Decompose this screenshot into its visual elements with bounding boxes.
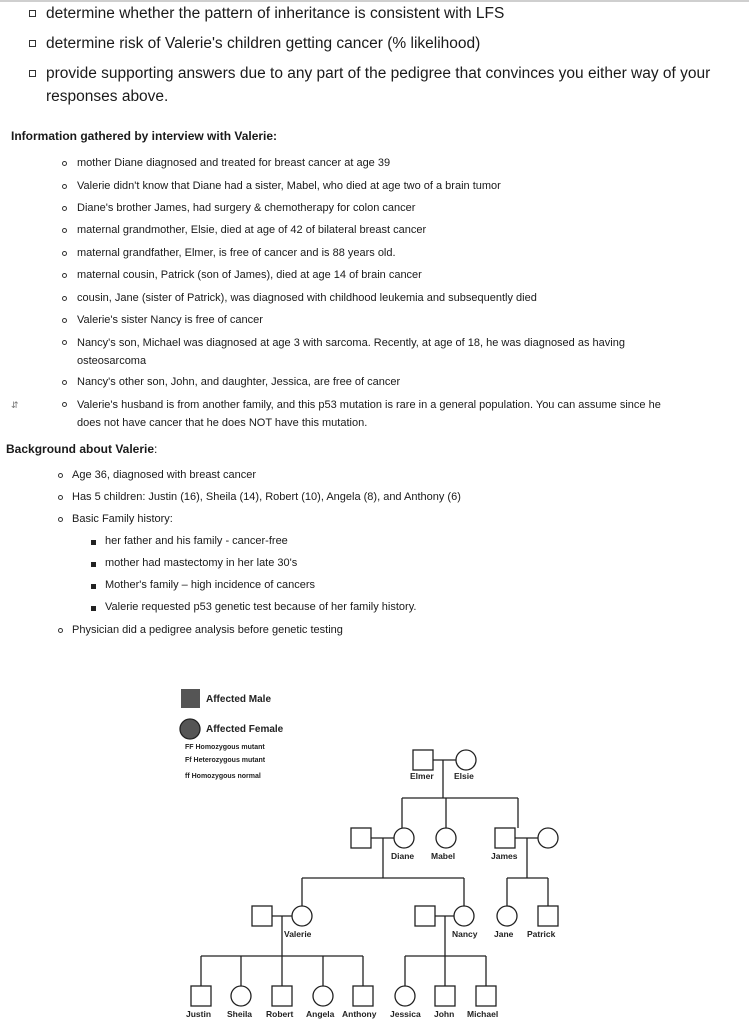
list-item: Has 5 children: Justin (16), Sheila (14), Robert (10), Angela (8), and Anthony (6) xyxy=(72,491,461,503)
name-robert: Robert xyxy=(266,1009,294,1019)
jessica-female-symbol xyxy=(395,986,415,1006)
name-diane: Diane xyxy=(391,851,415,861)
name-jane: Jane xyxy=(494,929,514,939)
affected-female-icon xyxy=(180,719,200,739)
list-item: maternal grandfather, Elmer, is free of cancer and is 88 years old. xyxy=(77,247,396,259)
robert-male-symbol xyxy=(272,986,292,1006)
legend-homozygous-mutant: FF Homozygous mutant xyxy=(185,744,265,751)
list-item: Valerie's sister Nancy is free of cancer xyxy=(77,314,263,326)
name-justin: Justin xyxy=(186,1009,212,1019)
name-jessica: Jessica xyxy=(390,1009,421,1019)
name-valerie: Valerie xyxy=(284,929,312,939)
list-item: Nancy's son, Michael was diagnosed at age 3 with sarcoma. Recently, at age of 18, he was diagnosed as having osteosarcoma xyxy=(77,337,625,367)
diane-female-symbol xyxy=(394,828,414,848)
list-item: cousin, Jane (sister of Patrick), was diagnosed with childhood leukemia and subsequently died xyxy=(77,292,537,304)
list-item: Valerie's husband is from another family, and this p53 mutation is rare in a general population. You can assume since he does not have cancer that he does NOT have this mutation. xyxy=(77,399,661,429)
james-spouse-female-symbol xyxy=(538,828,558,848)
list-item: Diane's brother James, had surgery & chemotherapy for colon cancer xyxy=(77,202,416,214)
pedigree-lines xyxy=(201,760,548,986)
pedigree-legend xyxy=(180,689,284,780)
name-james: James xyxy=(491,851,518,861)
name-michael: Michael xyxy=(467,1009,499,1019)
list-item: Mother's family – high incidence of cancers xyxy=(105,579,315,591)
affected-male-icon xyxy=(181,689,200,708)
elmer-male-symbol xyxy=(413,750,433,770)
angela-female-symbol xyxy=(313,986,333,1006)
name-mabel: Mabel xyxy=(431,851,456,861)
drag-handle-icon[interactable]: ⇵ xyxy=(11,400,19,410)
list-item: mother had mastectomy in her late 30's xyxy=(105,557,298,569)
diane-spouse-male-symbol xyxy=(351,828,371,848)
anthony-male-symbol xyxy=(353,986,373,1006)
nancy-female-symbol xyxy=(454,906,474,926)
legend-affected-male: Affected Male xyxy=(206,694,272,705)
valerie-husband-male-symbol xyxy=(252,906,272,926)
list-item: mother Diane diagnosed and treated for breast cancer at age 39 xyxy=(77,157,391,169)
james-male-symbol xyxy=(495,828,515,848)
name-anthony: Anthony xyxy=(342,1009,377,1019)
list-item: Age 36, diagnosed with breast cancer xyxy=(72,469,257,481)
john-male-symbol xyxy=(435,986,455,1006)
legend-homozygous-normal: ff Homozygous normal xyxy=(185,773,261,780)
michael-male-symbol xyxy=(476,986,496,1006)
justin-male-symbol xyxy=(191,986,211,1006)
list-item: maternal grandmother, Elsie, died at age of 42 of bilateral breast cancer xyxy=(77,224,427,236)
task-item: determine risk of Valerie's children getting cancer (% likelihood) xyxy=(29,32,744,55)
list-item: Basic Family history: xyxy=(72,513,173,525)
list-item: Physician did a pedigree analysis before genetic testing xyxy=(72,624,343,636)
name-nancy: Nancy xyxy=(452,929,478,939)
mabel-female-symbol xyxy=(436,828,456,848)
name-elmer: Elmer xyxy=(410,771,434,781)
list-item: Nancy's other son, John, and daughter, Jessica, are free of cancer xyxy=(77,376,401,388)
name-patrick: Patrick xyxy=(527,929,556,939)
list-item: her father and his family - cancer-free xyxy=(105,535,288,547)
list-item: maternal cousin, Patrick (son of James), died at age 14 of brain cancer xyxy=(77,269,422,281)
elsie-female-symbol xyxy=(456,750,476,770)
interview-heading: Information gathered by interview with Valerie: xyxy=(11,129,278,143)
valerie-female-symbol xyxy=(292,906,312,926)
sheila-female-symbol xyxy=(231,986,251,1006)
nancy-husband-male-symbol xyxy=(415,906,435,926)
legend-affected-female: Affected Female xyxy=(206,724,284,735)
name-elsie: Elsie xyxy=(454,771,474,781)
task-item: determine whether the pattern of inheritance is consistent with LFS xyxy=(29,2,744,25)
task-item: provide supporting answers due to any part of the pedigree that convinces you either way of your responses above. xyxy=(29,62,744,108)
patrick-male-symbol xyxy=(538,906,558,926)
name-john: John xyxy=(434,1009,455,1019)
background-heading: Background about Valerie: xyxy=(6,442,158,456)
legend-heterozygous-mutant: Ff Heterozygous mutant xyxy=(185,757,266,764)
name-angela: Angela xyxy=(306,1009,335,1019)
jane-female-symbol xyxy=(497,906,517,926)
name-sheila: Sheila xyxy=(227,1009,253,1019)
list-item: Valerie didn't know that Diane had a sister, Mabel, who died at age two of a brain tumor xyxy=(77,180,501,192)
list-item: Valerie requested p53 genetic test because of her family history. xyxy=(105,601,417,613)
